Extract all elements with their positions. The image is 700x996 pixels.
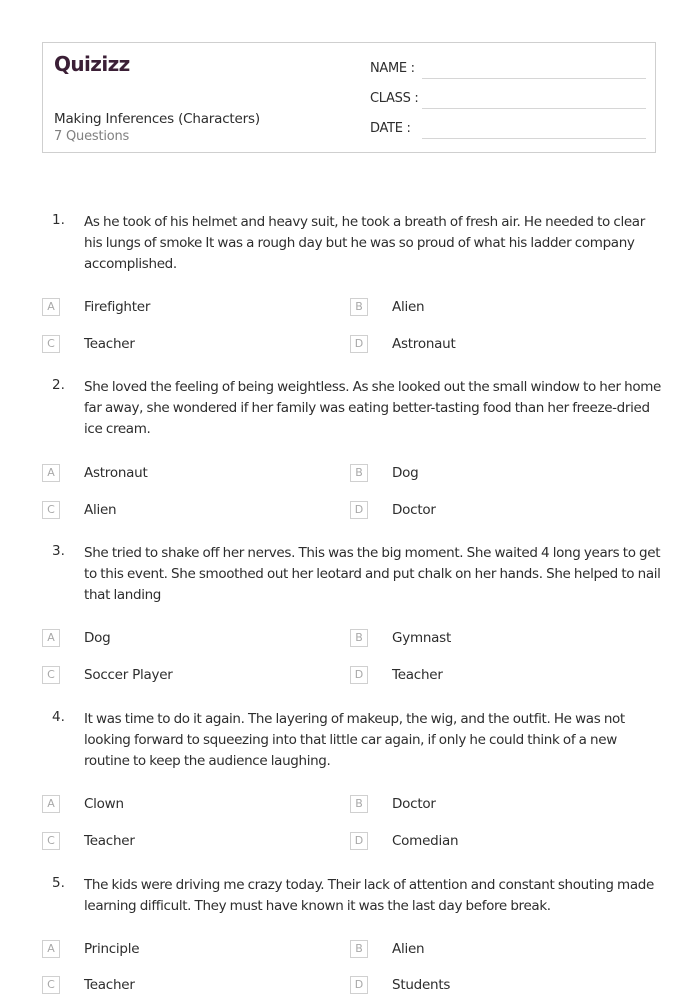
question-count: 7 Questions	[54, 129, 130, 144]
question-text: It was time to do it again. The layering of makeup, the wig, and the outfit. He was not looking forward to squeezing into that little car again, if only he could think of a new routine to keep the audience laughing.	[84, 711, 625, 769]
date-line	[422, 138, 646, 139]
worksheet-header	[42, 42, 656, 153]
option-text: Comedian	[392, 833, 459, 849]
option-letter: D	[350, 666, 368, 684]
name-line	[422, 78, 646, 79]
option-letter: D	[350, 335, 368, 353]
question-number: 4.	[52, 709, 65, 725]
question-text: She tried to shake off her nerves. This was the big moment. She waited 4 long years to get to this event. She smoothed out her leotard and put chalk on her hands. She helped to nail that landing	[84, 545, 661, 603]
date-field	[370, 121, 646, 141]
question-number: 1.	[52, 212, 65, 228]
option-letter: D	[350, 832, 368, 850]
option-letter: C	[42, 501, 60, 519]
worksheet-title: Making Inferences (Characters)	[54, 111, 260, 127]
class-label: CLASS :	[370, 91, 419, 106]
option-letter: B	[350, 464, 368, 482]
option-letter: C	[42, 335, 60, 353]
option-text: Gymnast	[392, 630, 452, 646]
question-number: 2.	[52, 377, 65, 393]
option-text: Astronaut	[84, 465, 148, 481]
option-text: Teacher	[84, 336, 135, 352]
option-letter: A	[42, 298, 60, 316]
name-label: NAME :	[370, 61, 415, 76]
option-letter: C	[42, 976, 60, 994]
option-letter: A	[42, 629, 60, 647]
option-text: Astronaut	[392, 336, 456, 352]
option-text: Teacher	[392, 667, 443, 683]
option-letter: B	[350, 940, 368, 958]
question-text: The kids were driving me crazy today. Their lack of attention and constant shouting made learning difficult. They must have known it was the last day before break.	[84, 877, 654, 914]
option-letter: D	[350, 501, 368, 519]
class-field	[370, 91, 646, 111]
question-number: 3.	[52, 543, 65, 559]
option-letter: A	[42, 464, 60, 482]
question-number: 5.	[52, 875, 65, 891]
option-text: Soccer Player	[84, 667, 173, 683]
option-text: Teacher	[84, 977, 135, 993]
date-label: DATE :	[370, 121, 411, 136]
option-text: Doctor	[392, 502, 436, 518]
option-text: Dog	[84, 630, 111, 646]
option-letter: D	[350, 976, 368, 994]
option-text: Alien	[392, 299, 425, 315]
option-text: Dog	[392, 465, 419, 481]
option-text: Alien	[392, 941, 425, 957]
option-text: Principle	[84, 941, 140, 957]
quizizz-logo: Quizizz	[54, 52, 130, 76]
option-letter: A	[42, 795, 60, 813]
class-line	[422, 108, 646, 109]
option-letter: B	[350, 298, 368, 316]
option-letter: B	[350, 795, 368, 813]
option-letter: C	[42, 832, 60, 850]
option-text: Clown	[84, 796, 124, 812]
option-text: Firefighter	[84, 299, 151, 315]
name-field	[370, 61, 646, 81]
option-letter: C	[42, 666, 60, 684]
option-letter: A	[42, 940, 60, 958]
question-text: As he took of his helmet and heavy suit, he took a breath of fresh air. He needed to clear his lungs of smoke It was a rough day but he was so proud of what his ladder company accomplished.	[84, 214, 645, 272]
option-text: Alien	[84, 502, 117, 518]
option-text: Students	[392, 977, 451, 993]
option-letter: B	[350, 629, 368, 647]
option-text: Teacher	[84, 833, 135, 849]
question-text: She loved the feeling of being weightless. As she looked out the small window to her home far away, she wondered if her family was eating better-tasting food than her freeze-dried ice cream.	[84, 379, 661, 437]
option-text: Doctor	[392, 796, 436, 812]
